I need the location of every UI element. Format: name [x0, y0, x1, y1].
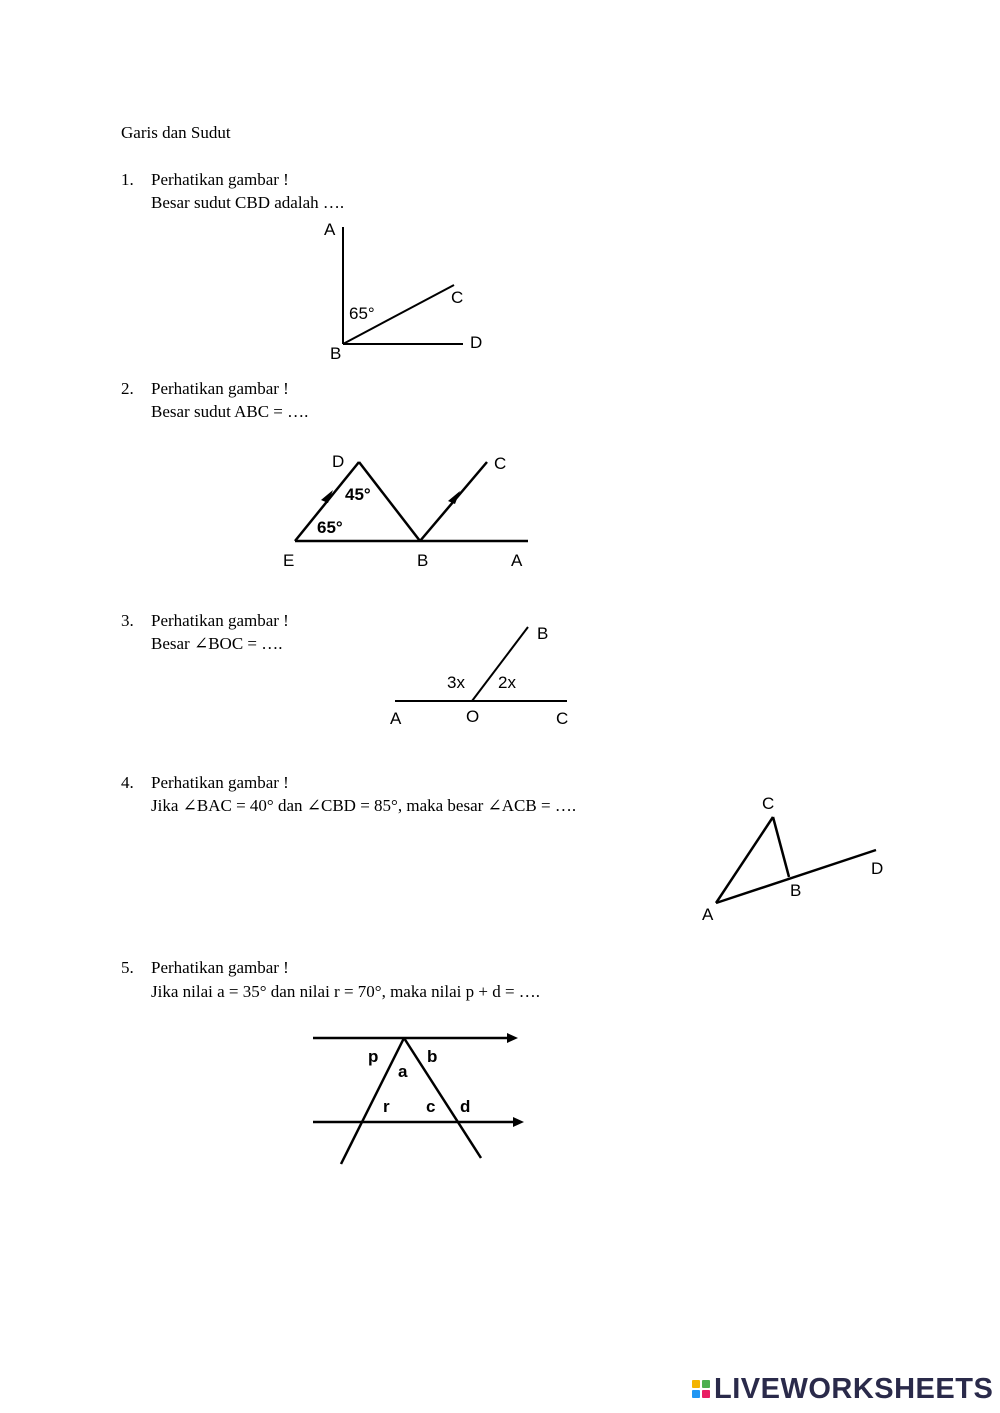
- question-instruction: Perhatikan gambar !: [151, 611, 289, 630]
- question-instruction: Perhatikan gambar !: [151, 958, 289, 977]
- question-text: Besar ∠BOC = ….: [151, 634, 283, 653]
- question-text: Jika ∠BAC = 40° dan ∠CBD = 85°, maka besar ∠ACB = ….: [151, 796, 577, 815]
- label-a: a: [398, 1062, 408, 1081]
- label-p: p: [368, 1047, 379, 1066]
- label-e: E: [283, 551, 295, 570]
- logo-square: [692, 1390, 700, 1398]
- label-b: B: [537, 624, 549, 643]
- question-instruction: Perhatikan gambar !: [151, 379, 289, 398]
- label-b: B: [790, 881, 802, 900]
- label-c: C: [494, 454, 507, 473]
- label-b: B: [330, 344, 342, 363]
- label-o: O: [466, 707, 480, 726]
- arrow-right-icon: [507, 1033, 518, 1043]
- label-r: r: [383, 1097, 390, 1116]
- angle-left-label: 3x: [447, 673, 465, 692]
- label-a: A: [702, 905, 714, 924]
- question-instruction: Perhatikan gambar !: [151, 170, 289, 189]
- question-number: 3.: [121, 611, 134, 630]
- question-number: 1.: [121, 170, 134, 189]
- label-d: D: [470, 333, 483, 352]
- question-text: Besar sudut ABC = ….: [151, 402, 309, 421]
- label-a: A: [390, 709, 402, 728]
- logo-square: [702, 1390, 710, 1398]
- label-b: b: [427, 1047, 438, 1066]
- question-number: 4.: [121, 773, 134, 792]
- page-title: Garis dan Sudut: [121, 123, 231, 142]
- angle-top-label: 45°: [345, 485, 371, 504]
- arrow-right-icon: [513, 1117, 524, 1127]
- label-c: C: [556, 709, 569, 728]
- logo-text: LIVEWORKSHEETS: [714, 1372, 994, 1405]
- label-d: D: [332, 452, 345, 471]
- question-text: Jika nilai a = 35° dan nilai r = 70°, maka nilai p + d = ….: [151, 982, 541, 1001]
- label-a: A: [511, 551, 523, 570]
- label-a: A: [324, 220, 336, 239]
- logo-square: [692, 1380, 700, 1388]
- label-c: C: [451, 288, 464, 307]
- label-c: C: [762, 794, 775, 813]
- question-number: 5.: [121, 958, 134, 977]
- question-number: 2.: [121, 379, 134, 398]
- label-c: c: [426, 1097, 436, 1116]
- label-d: d: [460, 1097, 471, 1116]
- logo-square: [702, 1380, 710, 1388]
- label-b: B: [417, 551, 429, 570]
- angle-left-label: 65°: [317, 518, 343, 537]
- angle-right-label: 2x: [498, 673, 516, 692]
- liveworksheets-logo: [692, 1372, 993, 1406]
- question-text: Besar sudut CBD adalah ….: [151, 193, 345, 212]
- angle-label: 65°: [349, 304, 375, 323]
- question-instruction: Perhatikan gambar !: [151, 773, 289, 792]
- logo-grid-icon: [692, 1380, 710, 1398]
- label-d: D: [871, 859, 884, 878]
